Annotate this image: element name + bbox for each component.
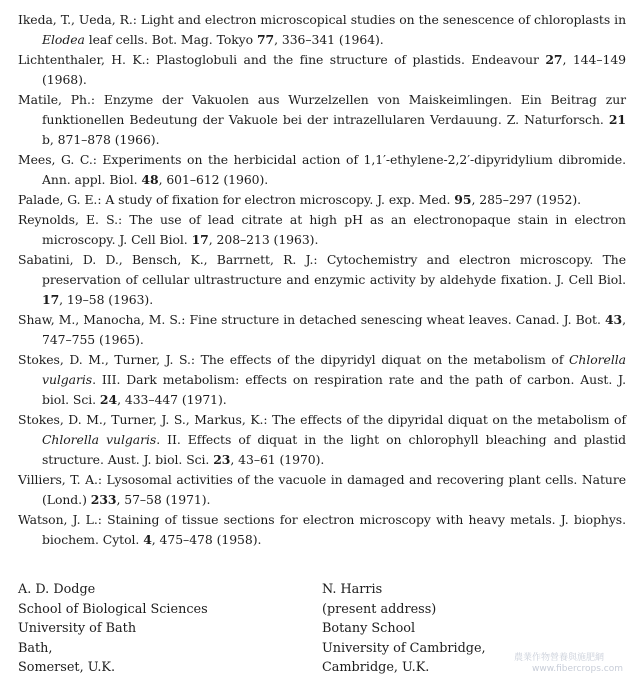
author-address-right — [322, 580, 486, 678]
address-line: (present address) — [322, 601, 437, 617]
author-name: N. Harris — [322, 582, 383, 597]
address-line: School of Biological Sciences — [18, 601, 208, 617]
reference-entry — [18, 90, 626, 150]
reference-text: b, 871–878 (1966). — [42, 132, 160, 147]
reference-entry — [18, 510, 626, 550]
reference-text: , 475–478 (1958). — [151, 532, 262, 547]
reference-text: Sabatini, D. D., Bensch, K., Barrnett, R. J.: Cytochemistry and electron microscopy. The preservation of cellular ultrastructure and enzymic activity by aldehyde fixation. J. Cell Biol. — [18, 252, 626, 287]
author-name: A. D. Dodge — [18, 582, 96, 597]
volume-number: 21 — [608, 112, 626, 127]
reference-text: , 433–447 (1971). — [117, 392, 227, 407]
volume-number: 4 — [143, 532, 152, 547]
reference-text: Villiers, T. A.: Lysosomal activities of the vacuole in damaged and recovering plant cells. Nature (Lond.) — [18, 472, 626, 507]
reference-text: Reynolds, E. S.: The use of lead citrate at high pH as an electronopaque stain in electron microscopy. J. Cell Biol. — [18, 212, 626, 247]
reference-text: . II. Effects of diquat in the light on chlorophyll bleaching and plastid structure. Aust. J. biol. Sci. — [42, 432, 626, 467]
reference-text: . III. Dark metabolism: effects on respiration rate and the path of carbon. Aust. J. biol. Sci. — [42, 372, 626, 407]
reference-text: , 285–297 (1952). — [471, 192, 582, 207]
reference-text: Stokes, D. M., Turner, J. S., Markus, K.: The effects of the dipyridal diquat on the metabolism of — [18, 412, 626, 427]
volume-number: 233 — [90, 492, 117, 507]
reference-entry — [18, 190, 626, 210]
volume-number: 27 — [545, 52, 563, 67]
volume-number: 17 — [191, 232, 209, 247]
volume-number: 95 — [454, 192, 472, 207]
address-line: Bath, — [18, 640, 53, 656]
reference-text: , 336–341 (1964). — [274, 32, 384, 47]
volume-number: 48 — [141, 172, 159, 187]
reference-entry — [18, 250, 626, 310]
volume-number: 24 — [99, 392, 118, 407]
reference-entry — [18, 310, 626, 350]
reference-text: Mees, G. C.: Experiments on the herbicidal action of 1,1′-ethylene-2,2′-dipyridylium dibromide. Ann. appl. Biol. — [18, 152, 626, 187]
watermark-url: www.fibercrops.com — [532, 664, 623, 674]
species-name: Chlorella vulgaris — [42, 352, 626, 387]
volume-number: 17 — [42, 292, 60, 307]
reference-entry — [18, 470, 626, 510]
reference-list — [18, 10, 626, 550]
address-line: Cambridge, U.K. — [322, 660, 430, 675]
reference-text: Palade, G. E.: A study of fixation for electron microscopy. J. exp. Med. — [18, 192, 455, 207]
reference-text: leaf cells. Bot. Mag. Tokyo — [84, 32, 257, 47]
reference-text: Ikeda, T., Ueda, R.: Light and electron microscopical studies on the senescence of chloroplasts in — [18, 12, 626, 27]
volume-number: 23 — [213, 452, 231, 467]
reference-text: Matile, Ph.: Enzyme der Vakuolen aus Wurzelzellen von Maiskeimlingen. Ein Beitrag zur funktionellen Bedeutung der Vakuole bei der intrazellularen Verdauung. Z. Naturforsch. — [18, 92, 626, 127]
reference-entry — [18, 50, 626, 90]
volume-number: 43 — [604, 312, 623, 327]
reference-text: Shaw, M., Manocha, M. S.: Fine structure in detached senescing wheat leaves. Canad. J. Bot. — [18, 312, 605, 327]
species-name: Elodea — [42, 32, 85, 47]
site-watermark — [514, 653, 632, 679]
address-line: University of Bath — [18, 621, 137, 636]
address-line: University of Cambridge, — [322, 640, 486, 656]
address-line: Botany School — [322, 621, 416, 636]
reference-text: , 601–612 (1960). — [158, 172, 269, 187]
reference-text: Stokes, D. M., Turner, J. S.: The effects of the dipyridyl diquat on the metabolism of — [18, 352, 569, 367]
reference-entry — [18, 210, 626, 250]
reference-entry — [18, 350, 626, 410]
reference-text: , 208–213 (1963). — [208, 232, 319, 247]
reference-text: , 144–149 (1968). — [42, 52, 626, 87]
reference-text: , 57–58 (1971). — [116, 492, 211, 507]
reference-text: Lichtenthaler, H. K.: Plastoglobuli and the fine structure of plastids. Endeavour — [18, 52, 546, 67]
reference-entry — [18, 150, 626, 190]
author-address-left — [18, 580, 208, 678]
reference-text: , 747–755 (1965). — [42, 312, 626, 347]
reference-entry — [18, 410, 626, 470]
species-name: Chlorella vulgaris — [42, 432, 157, 447]
reference-text: , 43–61 (1970). — [230, 452, 325, 467]
reference-entry — [18, 10, 626, 50]
volume-number: 77 — [256, 32, 275, 47]
reference-text: Watson, J. L.: Staining of tissue sections for electron microscopy with heavy metals. J. biophys. biochem. Cytol. — [18, 512, 626, 547]
address-line: Somerset, U.K. — [18, 660, 116, 675]
watermark-text: 農業作物營養與施肥網 — [514, 653, 605, 663]
reference-text: , 19–58 (1963). — [59, 292, 154, 307]
